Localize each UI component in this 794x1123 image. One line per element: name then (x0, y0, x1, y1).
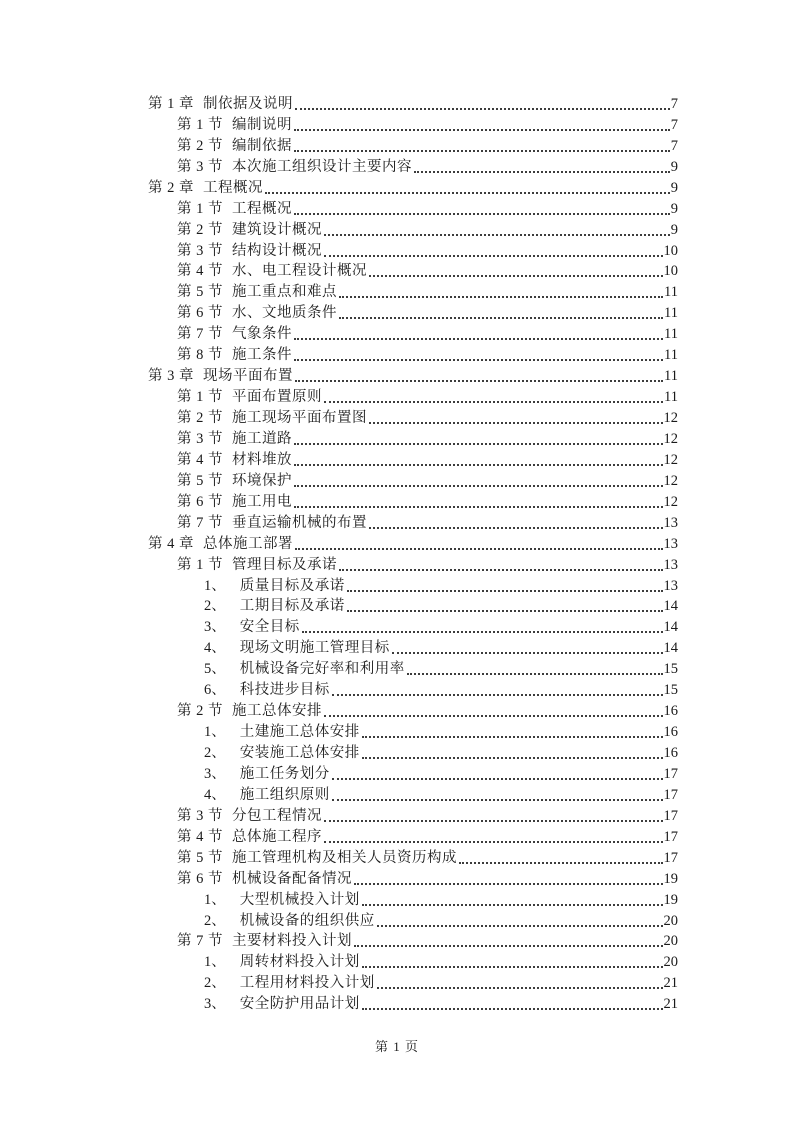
toc-entry-title: 工程用材料投入计划 (239, 975, 375, 992)
toc-entry[interactable] (148, 469, 678, 490)
toc-entry-page: 14 (663, 640, 678, 657)
toc-entry[interactable] (148, 197, 678, 218)
toc-entry-number: 第 4 节 (177, 828, 223, 845)
footer-page-number: 第 1 页 (374, 1039, 419, 1054)
toc-entry[interactable] (148, 92, 678, 113)
toc-entry-page: 17 (663, 765, 678, 782)
dot-leader (362, 966, 663, 968)
toc-entry-page: 15 (663, 661, 678, 678)
dot-leader (324, 715, 663, 717)
toc-entry-number: 5、 (204, 661, 226, 678)
toc-entry-page: 14 (663, 619, 678, 636)
toc-entry-page: 11 (664, 305, 678, 322)
dot-leader (347, 590, 663, 592)
dot-leader (369, 422, 663, 424)
toc-entry-page: 19 (663, 891, 678, 908)
toc-entry-page: 17 (663, 786, 678, 803)
toc-entry-title: 管理目标及承诺 (232, 556, 337, 573)
toc-entry-title: 安装施工总体安排 (239, 745, 360, 761)
toc-entry-title: 工程概况 (203, 179, 263, 196)
toc-entry-page: 21 (663, 975, 678, 992)
toc-entry-title: 施工任务划分 (239, 765, 330, 782)
dot-leader (377, 987, 663, 989)
toc-entry-title: 水、电工程设计概况 (232, 263, 367, 280)
toc-entry-page: 17 (663, 849, 678, 866)
toc-entry[interactable] (148, 406, 678, 427)
toc-entry-number: 第 6 节 (177, 305, 223, 322)
toc-entry-number: 第 2 章 (148, 179, 194, 196)
toc-entry-page: 9 (670, 200, 678, 217)
toc-entry-title: 安全目标 (239, 619, 300, 636)
dot-leader (295, 548, 663, 550)
toc-entry-title: 施工总体安排 (232, 703, 322, 720)
toc-entry[interactable] (148, 930, 678, 951)
toc-entry-number: 第 3 节 (177, 158, 223, 175)
toc-entry-title: 施工组织原则 (239, 786, 330, 803)
dot-leader (369, 275, 663, 277)
dot-leader (369, 527, 663, 529)
toc-entry-number: 第 4 节 (177, 263, 223, 280)
toc-entry-title: 主要材料投入计划 (232, 933, 352, 950)
toc-entry[interactable] (148, 218, 678, 239)
toc-entry[interactable] (148, 511, 678, 532)
toc-entry-title: 建筑设计概况 (232, 221, 322, 238)
toc-entry-title: 现场平面布置 (203, 368, 293, 385)
toc-entry-title: 大型机械投入计划 (239, 891, 360, 908)
toc-entry-title: 分包工程情况 (232, 807, 322, 824)
dot-leader (324, 234, 670, 236)
dot-leader (332, 694, 663, 696)
dot-leader (295, 108, 670, 110)
dot-leader (295, 380, 663, 382)
toc-list (148, 92, 678, 1013)
toc-entry-number: 第 4 节 (177, 451, 223, 468)
dot-leader (324, 841, 663, 843)
toc-entry-title: 工期目标及承诺 (239, 598, 345, 615)
toc-entry[interactable] (148, 176, 678, 197)
toc-entry-number: 4、 (204, 640, 226, 657)
toc-entry[interactable] (148, 113, 678, 134)
toc-entry-title: 总体施工部署 (203, 535, 293, 552)
toc-entry-number: 第 1 节 (177, 389, 223, 406)
toc-entry-page: 20 (663, 933, 678, 950)
dot-leader (302, 631, 663, 633)
toc-entry-page: 11 (664, 389, 678, 406)
dot-leader (377, 925, 663, 927)
toc-entry-number: 2、 (204, 598, 226, 615)
toc-entry-title: 安全防护用品计划 (239, 996, 360, 1013)
toc-entry[interactable] (148, 260, 678, 281)
dot-leader (354, 883, 663, 885)
dot-leader (294, 129, 670, 131)
toc-entry-page: 15 (663, 682, 678, 699)
toc-entry-number: 第 3 节 (177, 430, 223, 447)
toc-entry-title: 机械设备完好率和利用率 (239, 661, 405, 678)
toc-entry[interactable] (148, 909, 678, 930)
toc-entry-title: 机械设备的组织供应 (239, 912, 375, 929)
toc-entry-number: 第 7 节 (177, 326, 223, 343)
dot-leader (332, 778, 663, 780)
toc-entry-page: 7 (670, 137, 678, 154)
toc-entry-title: 编制说明 (232, 116, 292, 133)
dot-leader (354, 945, 663, 947)
toc-entry-title: 平面布置原则 (232, 389, 322, 406)
dot-leader (339, 569, 663, 571)
dot-leader (294, 150, 670, 152)
dot-leader (294, 338, 663, 340)
toc-entry-page: 13 (663, 577, 678, 594)
toc-entry[interactable] (148, 364, 678, 385)
toc-entry-page: 17 (663, 828, 678, 845)
toc-entry[interactable] (148, 280, 678, 301)
toc-entry-number: 1、 (204, 577, 226, 594)
toc-entry-number: 第 2 节 (177, 703, 223, 720)
toc-entry[interactable] (148, 888, 678, 909)
toc-entry-title: 材料堆放 (232, 451, 292, 468)
toc-entry-number: 第 2 节 (177, 137, 223, 154)
toc-entry[interactable] (148, 636, 678, 657)
toc-entry-page: 17 (663, 807, 678, 824)
toc-entry[interactable] (148, 762, 678, 783)
toc-entry[interactable] (148, 657, 678, 678)
toc-entry-title: 本次施工组织设计主要内容 (232, 158, 412, 175)
toc-entry-title: 施工现场平面布置图 (232, 410, 367, 426)
dot-leader (339, 296, 663, 298)
toc-entry-page: 11 (664, 347, 678, 364)
toc-entry-title: 总体施工程序 (232, 828, 322, 845)
toc-entry[interactable] (148, 343, 678, 364)
toc-entry-number: 第 1 节 (177, 556, 223, 573)
dot-leader (407, 673, 663, 675)
toc-entry-number: 第 6 节 (177, 870, 223, 887)
toc-entry-number: 第 7 节 (177, 933, 223, 950)
toc-entry-page: 11 (664, 368, 678, 385)
dot-leader (332, 799, 663, 801)
toc-entry-page: 13 (663, 514, 678, 531)
dot-leader (294, 443, 663, 445)
toc-entry-page: 20 (663, 954, 678, 971)
dot-leader (324, 255, 663, 257)
toc-entry-title: 编制依据 (232, 137, 292, 154)
toc-entry-page: 14 (663, 598, 678, 615)
toc-entry-page: 12 (663, 451, 678, 468)
toc-entry[interactable] (148, 950, 678, 971)
toc-entry[interactable] (148, 322, 678, 343)
dot-leader (324, 401, 663, 403)
dot-leader (362, 904, 663, 906)
toc-entry-page: 12 (663, 493, 678, 510)
page-footer (0, 1036, 794, 1055)
toc-entry[interactable] (148, 720, 678, 741)
toc-entry-number: 1、 (204, 954, 226, 971)
toc-entry[interactable] (148, 532, 678, 553)
toc-entry-page: 13 (663, 535, 678, 552)
toc-entry-title: 垂直运输机械的布置 (232, 514, 367, 531)
dot-leader (414, 171, 670, 173)
toc-entry-page: 16 (663, 745, 678, 761)
toc-entry-number: 2、 (204, 912, 226, 929)
toc-entry-title: 施工重点和难点 (232, 284, 337, 301)
toc-entry-number: 2、 (204, 975, 226, 992)
toc-entry-number: 1、 (204, 724, 226, 741)
toc-entry-title: 施工条件 (232, 347, 292, 364)
toc-entry-number: 第 2 节 (177, 221, 223, 238)
toc-entry-title: 水、文地质条件 (232, 305, 337, 322)
toc-entry[interactable] (148, 783, 678, 804)
toc-entry[interactable] (148, 490, 678, 511)
toc-entry-number: 第 5 节 (177, 472, 223, 489)
dot-leader (362, 1008, 663, 1010)
toc-entry[interactable] (148, 574, 678, 595)
dot-leader (294, 506, 663, 508)
toc-entry-number: 6、 (204, 682, 226, 699)
toc-entry-number: 第 4 章 (148, 535, 194, 552)
toc-entry-number: 第 3 章 (148, 368, 194, 385)
toc-entry-page: 20 (663, 912, 678, 929)
toc-entry-page: 12 (663, 430, 678, 447)
toc-entry-number: 2、 (204, 745, 226, 761)
toc-entry-number: 3、 (204, 765, 226, 782)
toc-entry-number: 第 6 节 (177, 493, 223, 510)
toc-entry-number: 3、 (204, 996, 226, 1013)
dot-leader (339, 317, 663, 319)
toc-entry-page: 16 (663, 703, 678, 720)
toc-entry[interactable] (148, 804, 678, 825)
toc-entry[interactable] (148, 615, 678, 636)
toc-entry-page: 13 (663, 556, 678, 573)
toc-entry-number: 第 8 节 (177, 347, 223, 364)
toc-entry[interactable] (148, 301, 678, 322)
toc-entry-number: 第 2 节 (177, 410, 223, 426)
toc-entry[interactable] (148, 553, 678, 574)
toc-entry-page: 11 (664, 284, 678, 301)
dot-leader (294, 359, 663, 361)
toc-entry-title: 环境保护 (232, 472, 292, 489)
toc-entry-number: 第 1 章 (148, 95, 194, 112)
toc-entry[interactable] (148, 595, 678, 616)
toc-entry[interactable] (148, 678, 678, 699)
toc-entry-title: 结构设计概况 (232, 242, 322, 259)
toc-entry-number: 第 7 节 (177, 514, 223, 531)
toc-entry-title: 周转材料投入计划 (239, 954, 360, 971)
toc-entry[interactable] (148, 867, 678, 888)
toc-entry-number: 1、 (204, 891, 226, 908)
dot-leader (392, 652, 663, 654)
dot-leader (362, 736, 663, 738)
toc-entry-title: 机械设备配备情况 (232, 870, 352, 887)
dot-leader (324, 820, 663, 822)
toc-entry-number: 第 1 节 (177, 116, 223, 133)
toc-entry[interactable] (148, 971, 678, 992)
toc-entry[interactable] (148, 846, 678, 867)
toc-entry[interactable] (148, 385, 678, 406)
toc-entry-page: 16 (663, 724, 678, 741)
toc-entry[interactable] (148, 427, 678, 448)
toc-entry[interactable] (148, 741, 678, 762)
dot-leader (294, 464, 663, 466)
toc-entry-title: 科技进步目标 (239, 682, 330, 699)
toc-entry[interactable] (148, 992, 678, 1013)
toc-entry-title: 工程概况 (232, 200, 292, 217)
toc-entry-page: 21 (663, 996, 678, 1013)
dot-leader (362, 757, 663, 759)
toc-entry[interactable] (148, 239, 678, 260)
toc-entry-number: 第 3 节 (177, 807, 223, 824)
toc-entry[interactable] (148, 699, 678, 720)
dot-leader (265, 192, 670, 194)
toc-entry-title: 质量目标及承诺 (239, 577, 345, 594)
toc-entry-number: 第 5 节 (177, 849, 223, 866)
toc-entry-number: 第 5 节 (177, 284, 223, 301)
toc-entry-page: 9 (670, 221, 678, 238)
toc-entry-page: 12 (663, 410, 678, 426)
dot-leader (459, 862, 663, 864)
toc-entry-page: 11 (664, 326, 678, 343)
toc-entry-title: 施工道路 (232, 430, 292, 447)
toc-entry-page: 10 (663, 242, 678, 259)
toc-entry-title: 土建施工总体安排 (239, 724, 360, 741)
toc-entry-page: 7 (670, 95, 678, 112)
toc-entry[interactable] (148, 134, 678, 155)
toc-entry-title: 施工用电 (232, 493, 292, 510)
toc-entry-page: 12 (663, 472, 678, 489)
toc-entry-page: 10 (663, 263, 678, 280)
toc-entry-title: 制依据及说明 (203, 95, 293, 112)
toc-entry-title: 现场文明施工管理目标 (239, 640, 390, 657)
dot-leader (347, 610, 663, 612)
toc-entry-title: 施工管理机构及相关人员资历构成 (232, 849, 457, 866)
toc-entry-page: 19 (663, 870, 678, 887)
dot-leader (294, 213, 670, 215)
toc-entry[interactable] (148, 448, 678, 469)
dot-leader (294, 485, 663, 487)
toc-entry-number: 第 1 节 (177, 200, 223, 217)
toc-entry-number: 第 3 节 (177, 242, 223, 259)
toc-entry-title: 气象条件 (232, 326, 292, 343)
toc-entry[interactable] (148, 825, 678, 846)
toc-entry-page: 9 (670, 158, 678, 175)
toc-entry-page: 7 (670, 116, 678, 133)
toc-entry-number: 4、 (204, 786, 226, 803)
toc-entry-number: 3、 (204, 619, 226, 636)
toc-entry[interactable] (148, 155, 678, 176)
toc-entry-page: 9 (670, 179, 678, 196)
